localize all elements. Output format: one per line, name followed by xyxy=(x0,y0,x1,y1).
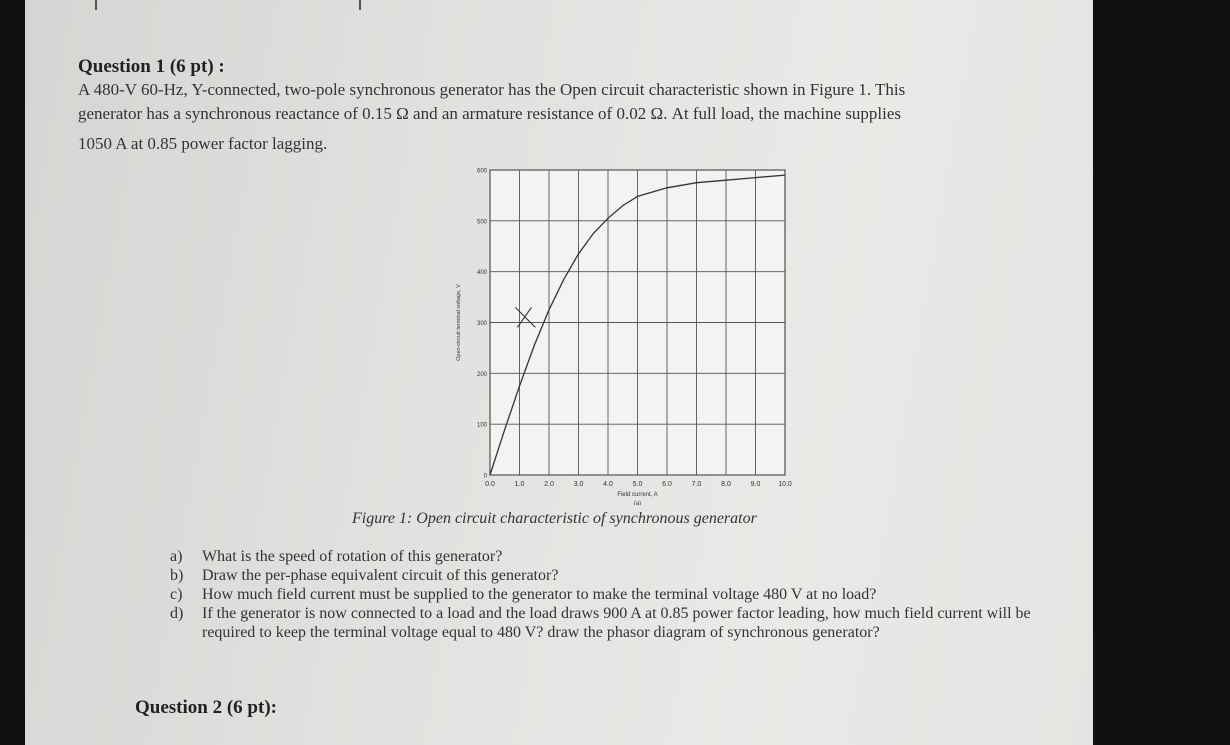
y-tick-label: 100 xyxy=(476,422,487,429)
x-tick-label: 7.0 xyxy=(691,481,702,488)
x-tick-label: 1.0 xyxy=(514,481,525,488)
part-c-label: c) xyxy=(170,586,183,603)
part-d xyxy=(170,604,1050,642)
open-circuit-characteristic-chart xyxy=(425,160,845,505)
y-tick-label: 400 xyxy=(476,270,487,277)
question-1-parts xyxy=(170,547,1050,642)
figure-caption: Figure 1: Open circuit characteristic of synchronous generator xyxy=(352,510,757,527)
part-c-text: How much field current must be supplied to the generator to make the terminal voltage 480 V at no load? xyxy=(202,586,877,603)
y-axis-label: Open-circuit terminal voltage, V xyxy=(456,284,462,361)
y-tick-label: 300 xyxy=(476,321,487,327)
document-page xyxy=(25,0,1093,745)
x-tick-label: 9.0 xyxy=(750,481,761,488)
x-tick-label: 2.0 xyxy=(544,481,554,488)
question-1-text-line-3: 1050 A at 0.85 power factor lagging. xyxy=(78,134,328,153)
y-tick-label: 600 xyxy=(476,168,487,175)
table-edge-lines xyxy=(95,0,361,10)
question-2-title: Question 2 (6 pt): xyxy=(135,697,277,718)
question-1-text-line-2: generator has a synchronous reactance of 0.15 Ω and an armature resistance of 0.02 Ω. At full load, the machine supplies xyxy=(78,104,902,123)
x-tick-label: 3.0 xyxy=(573,481,584,488)
y-tick-label: 200 xyxy=(476,371,487,378)
part-b-text: Draw the per-phase equivalent circuit of this generator? xyxy=(202,567,559,584)
part-b-label: b) xyxy=(170,567,184,584)
x-tick-label: 0.0 xyxy=(485,481,495,488)
part-a-label: a) xyxy=(170,548,183,565)
question-1-title: Question 1 (6 pt) : xyxy=(78,56,225,77)
part-d-label: d) xyxy=(170,605,184,622)
part-d-text: If the generator is now connected to a load and the load draws 900 A at 0.85 power factor leading, how much field current will be required to keep the terminal voltage equal to 480 V? draw the phasor diagram of synchronous generator? xyxy=(202,605,1031,641)
x-tick-label: 5.0 xyxy=(632,481,643,488)
part-a xyxy=(170,547,1050,566)
x-axis-label: Field current, A xyxy=(617,492,658,498)
figure-sublabel: (a) xyxy=(633,501,642,505)
x-tick-label: 4.0 xyxy=(603,481,613,488)
part-c xyxy=(170,585,1050,604)
x-tick-label: 10.0 xyxy=(778,481,792,488)
x-tick-label: 8.0 xyxy=(721,481,731,488)
part-a-text: What is the speed of rotation of this generator? xyxy=(202,548,503,565)
part-b xyxy=(170,566,1050,585)
question-1-text-line-1: A 480-V 60-Hz, Y-connected, two-pole synchronous generator has the Open circuit characteristic shown in Figure 1. This xyxy=(78,80,906,99)
x-tick-label: 6.0 xyxy=(662,481,672,488)
y-tick-label: 500 xyxy=(476,219,487,226)
y-tick-label: 0 xyxy=(483,473,487,480)
